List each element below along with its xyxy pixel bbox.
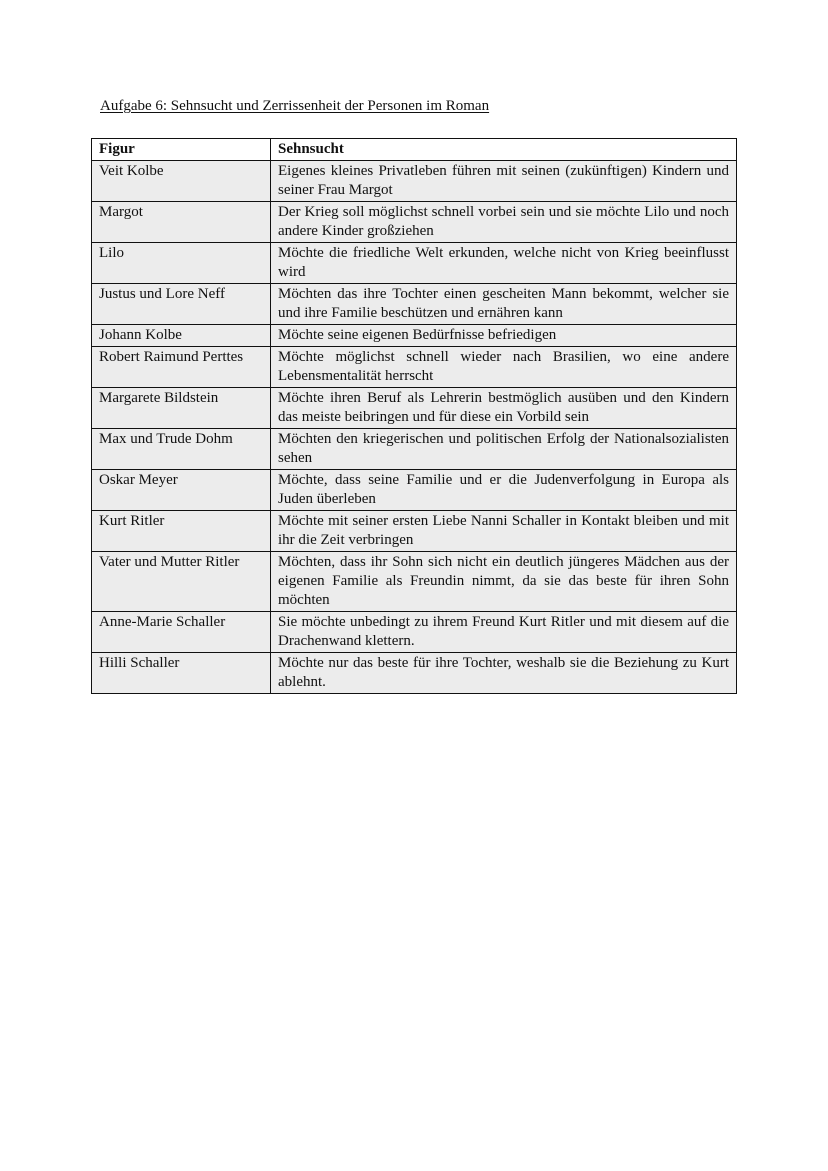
figur-cell: Max und Trude Dohm (92, 429, 271, 470)
table-row (92, 388, 737, 429)
figur-cell: Justus und Lore Neff (92, 284, 271, 325)
column-header-figur: Figur (92, 139, 271, 161)
page-heading: Aufgabe 6: Sehnsucht und Zerrissenheit der Personen im Roman (100, 98, 490, 114)
sehnsucht-cell: Sie möchte unbedingt zu ihrem Freund Kurt Ritler und mit diesem auf die Drachenwand klettern. (271, 612, 737, 653)
character-table (91, 138, 737, 694)
figur-cell: Veit Kolbe (92, 161, 271, 202)
figur-cell: Johann Kolbe (92, 325, 271, 347)
figur-cell: Margot (92, 202, 271, 243)
table-row (92, 470, 737, 511)
sehnsucht-cell: Eigenes kleines Privatleben führen mit seinen (zukünftigen) Kindern und seiner Frau Margot (271, 161, 737, 202)
sehnsucht-cell: Möchte ihren Beruf als Lehrerin bestmöglich ausüben und den Kindern das meiste beibringen und für diese ein Vorbild sein (271, 388, 737, 429)
figur-cell: Anne-Marie Schaller (92, 612, 271, 653)
figur-cell: Oskar Meyer (92, 470, 271, 511)
figur-cell: Margarete Bildstein (92, 388, 271, 429)
table-row (92, 161, 737, 202)
table-row (92, 284, 737, 325)
figur-cell: Kurt Ritler (92, 511, 271, 552)
sehnsucht-cell: Möchten das ihre Tochter einen gescheiten Mann bekommt, welcher sie und ihre Familie beschützen und ernähren kann (271, 284, 737, 325)
table-row (92, 202, 737, 243)
sehnsucht-cell: Möchte mit seiner ersten Liebe Nanni Schaller in Kontakt bleiben und mit ihr die Zeit verbringen (271, 511, 737, 552)
sehnsucht-cell: Möchten, dass ihr Sohn sich nicht ein deutlich jüngeres Mädchen aus der eigenen Familie als Freundin nimmt, da sie das beste für ihren Sohn möchten (271, 552, 737, 612)
table-row (92, 511, 737, 552)
table-row (92, 347, 737, 388)
table-row (92, 612, 737, 653)
sehnsucht-cell: Möchte, dass seine Familie und er die Judenverfolgung in Europa als Juden überleben (271, 470, 737, 511)
table-row (92, 325, 737, 347)
table-row (92, 429, 737, 470)
sehnsucht-cell: Möchten den kriegerischen und politischen Erfolg der Nationalsozialisten sehen (271, 429, 737, 470)
sehnsucht-cell: Der Krieg soll möglichst schnell vorbei sein und sie möchte Lilo und noch andere Kinder großziehen (271, 202, 737, 243)
sehnsucht-cell: Möchte nur das beste für ihre Tochter, weshalb sie die Beziehung zu Kurt ablehnt. (271, 653, 737, 694)
figur-cell: Robert Raimund Perttes (92, 347, 271, 388)
figur-cell: Vater und Mutter Ritler (92, 552, 271, 612)
sehnsucht-cell: Möchte möglichst schnell wieder nach Brasilien, wo eine andere Lebensmentalität herrscht (271, 347, 737, 388)
table-row (92, 653, 737, 694)
figur-cell: Lilo (92, 243, 271, 284)
figur-cell: Hilli Schaller (92, 653, 271, 694)
column-header-sehnsucht: Sehnsucht (271, 139, 737, 161)
table-row (92, 552, 737, 612)
sehnsucht-cell: Möchte die friedliche Welt erkunden, welche nicht von Krieg beeinflusst wird (271, 243, 737, 284)
table-row (92, 243, 737, 284)
table-header-row (92, 139, 737, 161)
sehnsucht-cell: Möchte seine eigenen Bedürfnisse befriedigen (271, 325, 737, 347)
